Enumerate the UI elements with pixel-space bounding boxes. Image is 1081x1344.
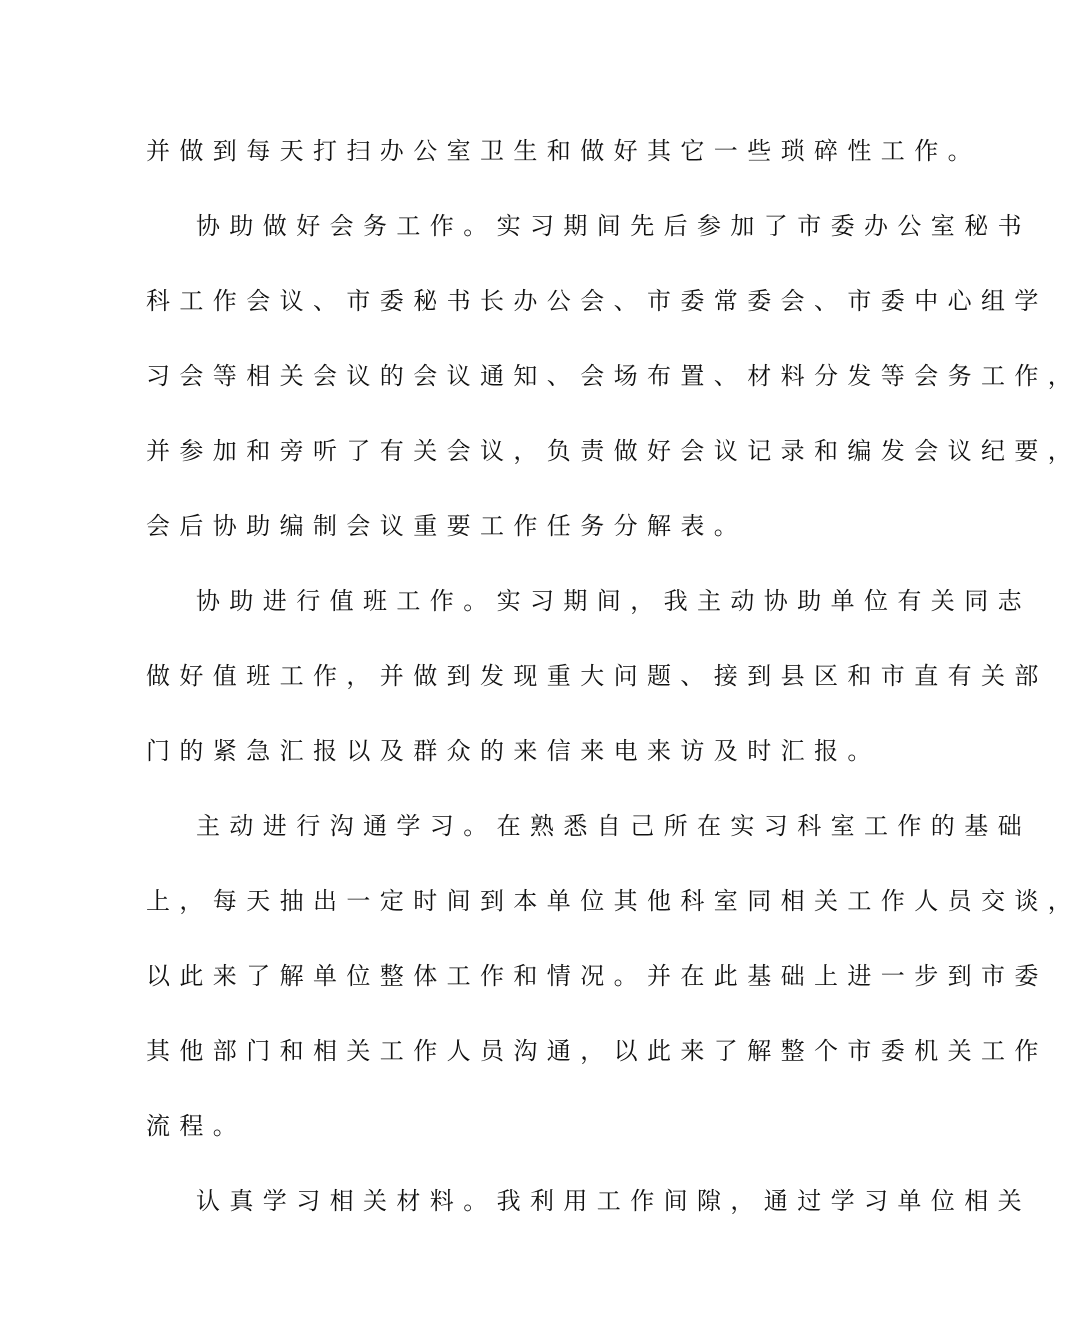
paragraph-start-line: 主动进行沟通学习。在熟悉自己所在实习科室工作的基础 xyxy=(196,812,1031,840)
paragraph-start-line: 协助进行值班工作。实习期间，我主动协助单位有关同志 xyxy=(196,587,1031,615)
text-line: 做好值班工作，并做到发现重大问题、接到县区和市直有关部 xyxy=(146,662,1048,690)
text-line: 科工作会议、市委秘书长办公会、市委常委会、市委中心组学 xyxy=(146,287,1048,315)
text-line: 以此来了解单位整体工作和情况。并在此基础上进一步到市委 xyxy=(146,962,1048,990)
text-line: 其他部门和相关工作人员沟通，以此来了解整个市委机关工作 xyxy=(146,1037,1048,1065)
text-line: 并做到每天打扫办公室卫生和做好其它一些琐碎性工作。 xyxy=(146,137,981,165)
text-line: 门的紧急汇报以及群众的来信来电来访及时汇报。 xyxy=(146,737,881,765)
paragraph-start-line: 协助做好会务工作。实习期间先后参加了市委办公室秘书 xyxy=(196,212,1031,240)
text-line: 上，每天抽出一定时间到本单位其他科室同相关工作人员交谈， xyxy=(146,887,1081,915)
paragraph-start-line: 认真学习相关材料。我利用工作间隙，通过学习单位相关 xyxy=(196,1187,1031,1215)
text-line: 并参加和旁听了有关会议，负责做好会议记录和编发会议纪要， xyxy=(146,437,1081,465)
text-line: 会后协助编制会议重要工作任务分解表。 xyxy=(146,512,748,540)
text-line: 习会等相关会议的会议通知、会场布置、材料分发等会务工作， xyxy=(146,362,1081,390)
text-line: 流程。 xyxy=(146,1112,247,1140)
